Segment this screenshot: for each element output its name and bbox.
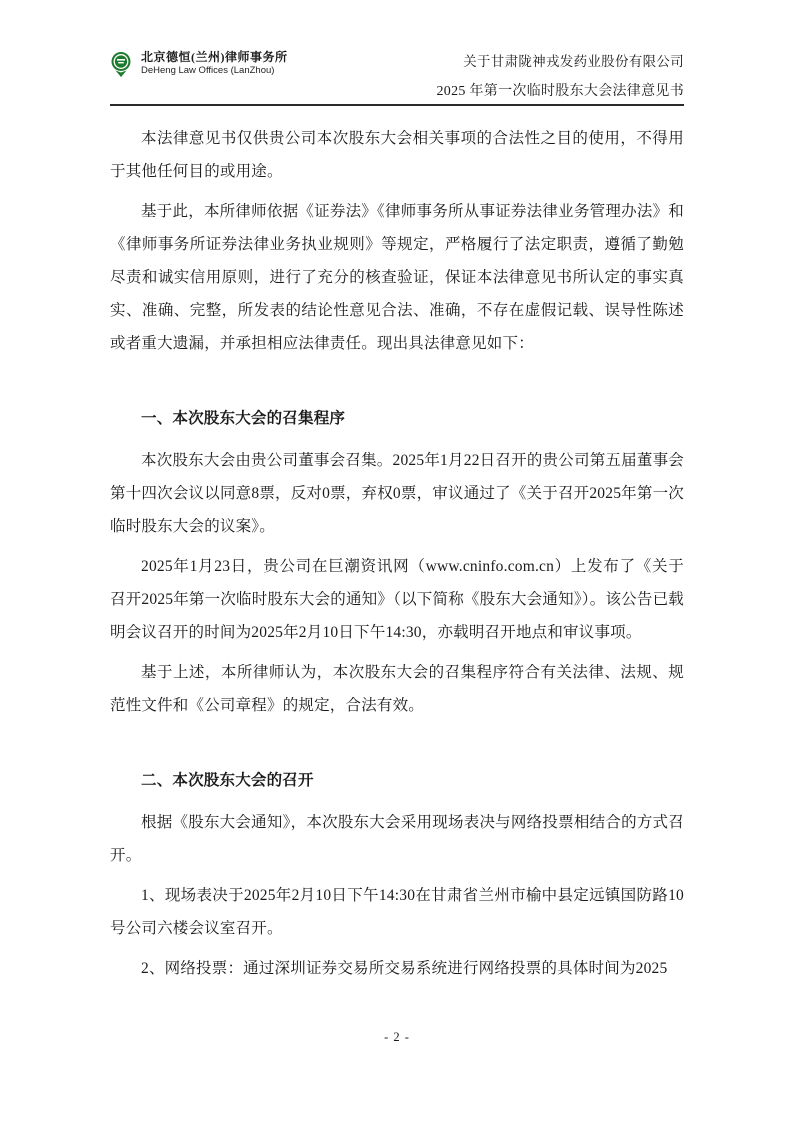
paragraph-online-voting: 2、网络投票：通过深圳证券交易所交易系统进行网络投票的具体时间为2025 (141, 960, 668, 977)
document-title-company: 关于甘肃陇神戎发药业股份有限公司 (463, 54, 684, 69)
section-heading-2: 二、本次股东大会的召开 (141, 772, 314, 789)
document-title-block (437, 50, 685, 100)
paragraph-onsite-voting: 1、现场表决于2025年2月10日下午14:30在甘肃省兰州市榆中县定远镇国防路10号公司六楼会议室召开。 (110, 887, 684, 937)
firm-name-chinese: 北京德恒(兰州)律师事务所 (141, 50, 288, 64)
deheng-seal-icon (110, 50, 134, 83)
firm-name-block (141, 50, 288, 77)
page-header (110, 0, 684, 106)
document-title-meeting: 2025 年第一次临时股东大会法律意见书 (436, 84, 684, 99)
document-body (110, 106, 684, 985)
paragraph-scope-of-use: 本法律意见书仅供贵公司本次股东大会相关事项的合法性之目的使用，不得用于其他任何目的或用途。 (110, 130, 684, 180)
section-heading-1: 一、本次股东大会的召集程序 (141, 410, 346, 427)
paragraph-meeting-notice: 2025年1月23日，贵公司在巨潮资讯网（www.cninfo.com.cn）上发布了《关于召开2025年第一次临时股东大会的通知》（以下简称《股东大会通知》）。该公告已载明会议召开的时间为2025年2月10日下午14:30，亦载明召开地点和审议事项。 (110, 558, 684, 641)
firm-name-english: DeHeng Law Offices (LanZhou) (141, 65, 275, 76)
page-number: - 2 - (384, 1030, 410, 1044)
paragraph-convening-conclusion: 基于上述，本所律师认为，本次股东大会的召集程序符合有关法律、法规、规范性文件和《公司章程》的规定，合法有效。 (110, 664, 684, 714)
paragraph-board-resolution: 本次股东大会由贵公司董事会召集。2025年1月22日召开的贵公司第五届董事会第十四次会议以同意8票，反对0票，弃权0票，审议通过了《关于召开2025年第一次临时股东大会的议案》。 (110, 452, 684, 535)
firm-identity (110, 50, 288, 83)
paragraph-meeting-method: 根据《股东大会通知》，本次股东大会采用现场表决与网络投票相结合的方式召开。 (110, 814, 684, 864)
paragraph-legal-basis: 基于此，本所律师依据《证券法》《律师事务所从事证券法律业务管理办法》和《律师事务所证券法律业务执业规则》等规定，严格履行了法定职责，遵循了勤勉尽责和诚实信用原则，进行了充分的核查验证，保证本法律意见书所认定的事实真实、准确、完整，所发表的结论性意见合法、准确，不存在虚假记载、误导性陈述或者重大遗漏，并承担相应法律责任。现出具法律意见如下： (110, 203, 684, 352)
